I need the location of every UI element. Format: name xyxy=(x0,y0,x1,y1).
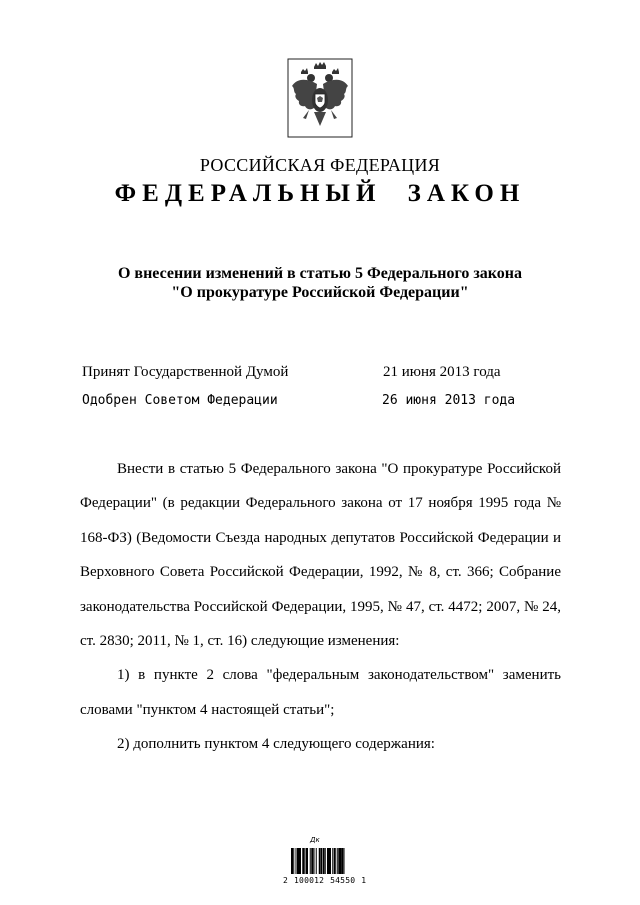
body-paragraph: 2) дополнить пунктом 4 следующего содержания: xyxy=(117,736,435,753)
law-body xyxy=(80,452,561,762)
law-title xyxy=(0,264,640,302)
adoption-date: 21 июня 2013 года xyxy=(383,364,501,380)
russian-coat-of-arms-icon xyxy=(287,58,353,138)
barcode-number xyxy=(283,876,379,885)
law-title-line-2: "О прокуратуре Российской Федерации" xyxy=(171,284,469,301)
adoption-row-duma xyxy=(0,364,640,384)
law-title-line-1: О внесении изменений в статью 5 Федерального закона xyxy=(117,265,523,282)
stamp-mark: Дк xyxy=(310,836,320,844)
country-name: РОССИЙСКАЯ ФЕДЕРАЦИЯ xyxy=(199,155,441,175)
body-paragraph: Внести в статью 5 Федерального закона "О прокуратуре Российской Федерации" (в редакции Федерального закона от 17 ноября 1995 года № 168-ФЗ) (Ведомости Съезда народных депутатов Российской Федерации и Верховного Совета Российской Федерации, 1992, № 8, ст. 366; Собрание законодательства Российской Федерации, 1995, № 47, ст. 4472; 2007, № 24, ст. 2830; 2011, № 1, ст. 16) следующие изменения: xyxy=(80,461,561,650)
barcode-number-part: 100012 xyxy=(294,876,325,885)
barcode-icon xyxy=(291,848,363,874)
adoption-label: Принят Государственной Думой xyxy=(82,364,289,380)
adoption-label: Одобрен Советом Федерации xyxy=(82,393,278,408)
body-paragraph: 1) в пункте 2 слова "федеральным законодательством" заменить словами "пунктом 4 настоящей статьи"; xyxy=(80,667,561,718)
barcode-number-part: 2 xyxy=(283,876,289,885)
adoption-date: 26 июня 2013 года xyxy=(382,393,516,408)
document-type: ФЕДЕРАЛЬНЫЙ ЗАКОН xyxy=(114,180,526,207)
adoption-row-federation-council xyxy=(0,393,640,413)
barcode-number-part: 54550 xyxy=(330,876,356,885)
barcode-number-part: 1 xyxy=(361,876,367,885)
